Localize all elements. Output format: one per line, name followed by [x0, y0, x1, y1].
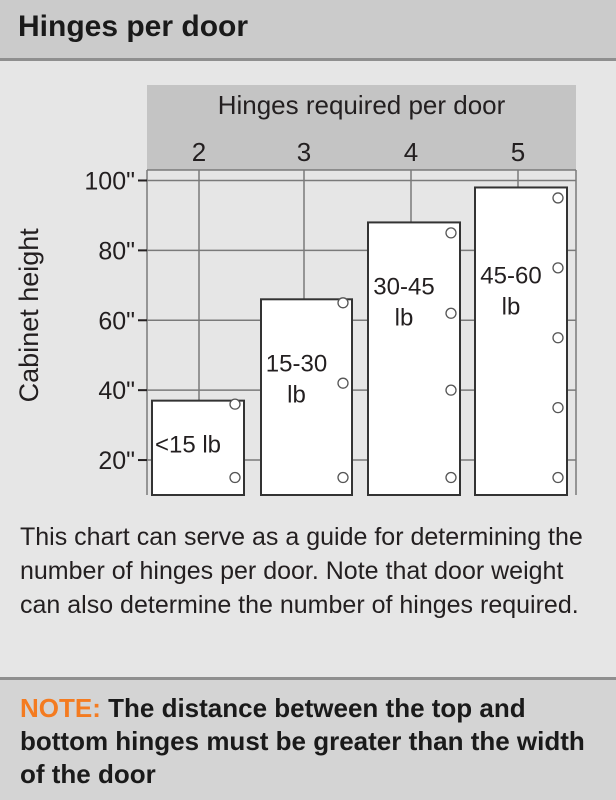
y-tick-label: 80" [98, 237, 135, 266]
note-body: The distance between the top and bottom hinges must be greater than the width of the door [20, 693, 585, 789]
chart-description: This chart can serve as a guide for determining the number of hinges per door. Note that door weight can also determine the number of hinges required. [20, 523, 583, 619]
hinge-mark [553, 403, 563, 413]
hinge-mark [446, 228, 456, 238]
door-bar [475, 187, 567, 495]
door-weight-label: 15-30 [265, 350, 328, 378]
door-weight-label: <15 lb [154, 431, 222, 459]
door-weight-label: lb [394, 304, 414, 332]
door-weight-label: lb [287, 381, 306, 409]
hinge-mark [230, 473, 240, 483]
y-tick-label: 20" [98, 447, 135, 476]
hinge-mark [338, 473, 348, 483]
hinge-mark [230, 399, 240, 409]
y-axis-title: Cabinet height [14, 228, 44, 403]
note-box [0, 680, 616, 800]
x-axis-title: Hinges required per door [217, 90, 506, 120]
x-tick-label: 3 [296, 137, 312, 167]
y-tick-label: 40" [98, 377, 135, 406]
door-bar [368, 222, 460, 495]
note-text [20, 692, 605, 791]
hinge-mark [553, 473, 563, 483]
door-weight-label: lb [501, 293, 521, 321]
y-tick-label: 60" [98, 307, 135, 336]
hinge-mark [553, 193, 563, 203]
x-tick-label: 2 [191, 137, 207, 167]
note-label: NOTE: [20, 693, 101, 723]
door-bar [261, 299, 352, 495]
hinge-mark [338, 378, 348, 388]
page-title: Hinges per door [18, 10, 249, 43]
x-tick-label: 5 [510, 137, 526, 167]
hinge-chart [0, 61, 616, 516]
title-bar [0, 0, 616, 61]
door-weight-label: 45-60 [480, 262, 542, 290]
x-tick-label: 4 [403, 137, 419, 167]
hinge-mark [446, 473, 456, 483]
hinge-mark [553, 333, 563, 343]
hinge-mark [553, 263, 563, 273]
hinge-mark [446, 308, 456, 318]
y-tick-label: 100" [84, 167, 135, 196]
hinge-mark [446, 385, 456, 395]
door-weight-label: 30-45 [373, 273, 435, 301]
hinge-mark [338, 298, 348, 308]
